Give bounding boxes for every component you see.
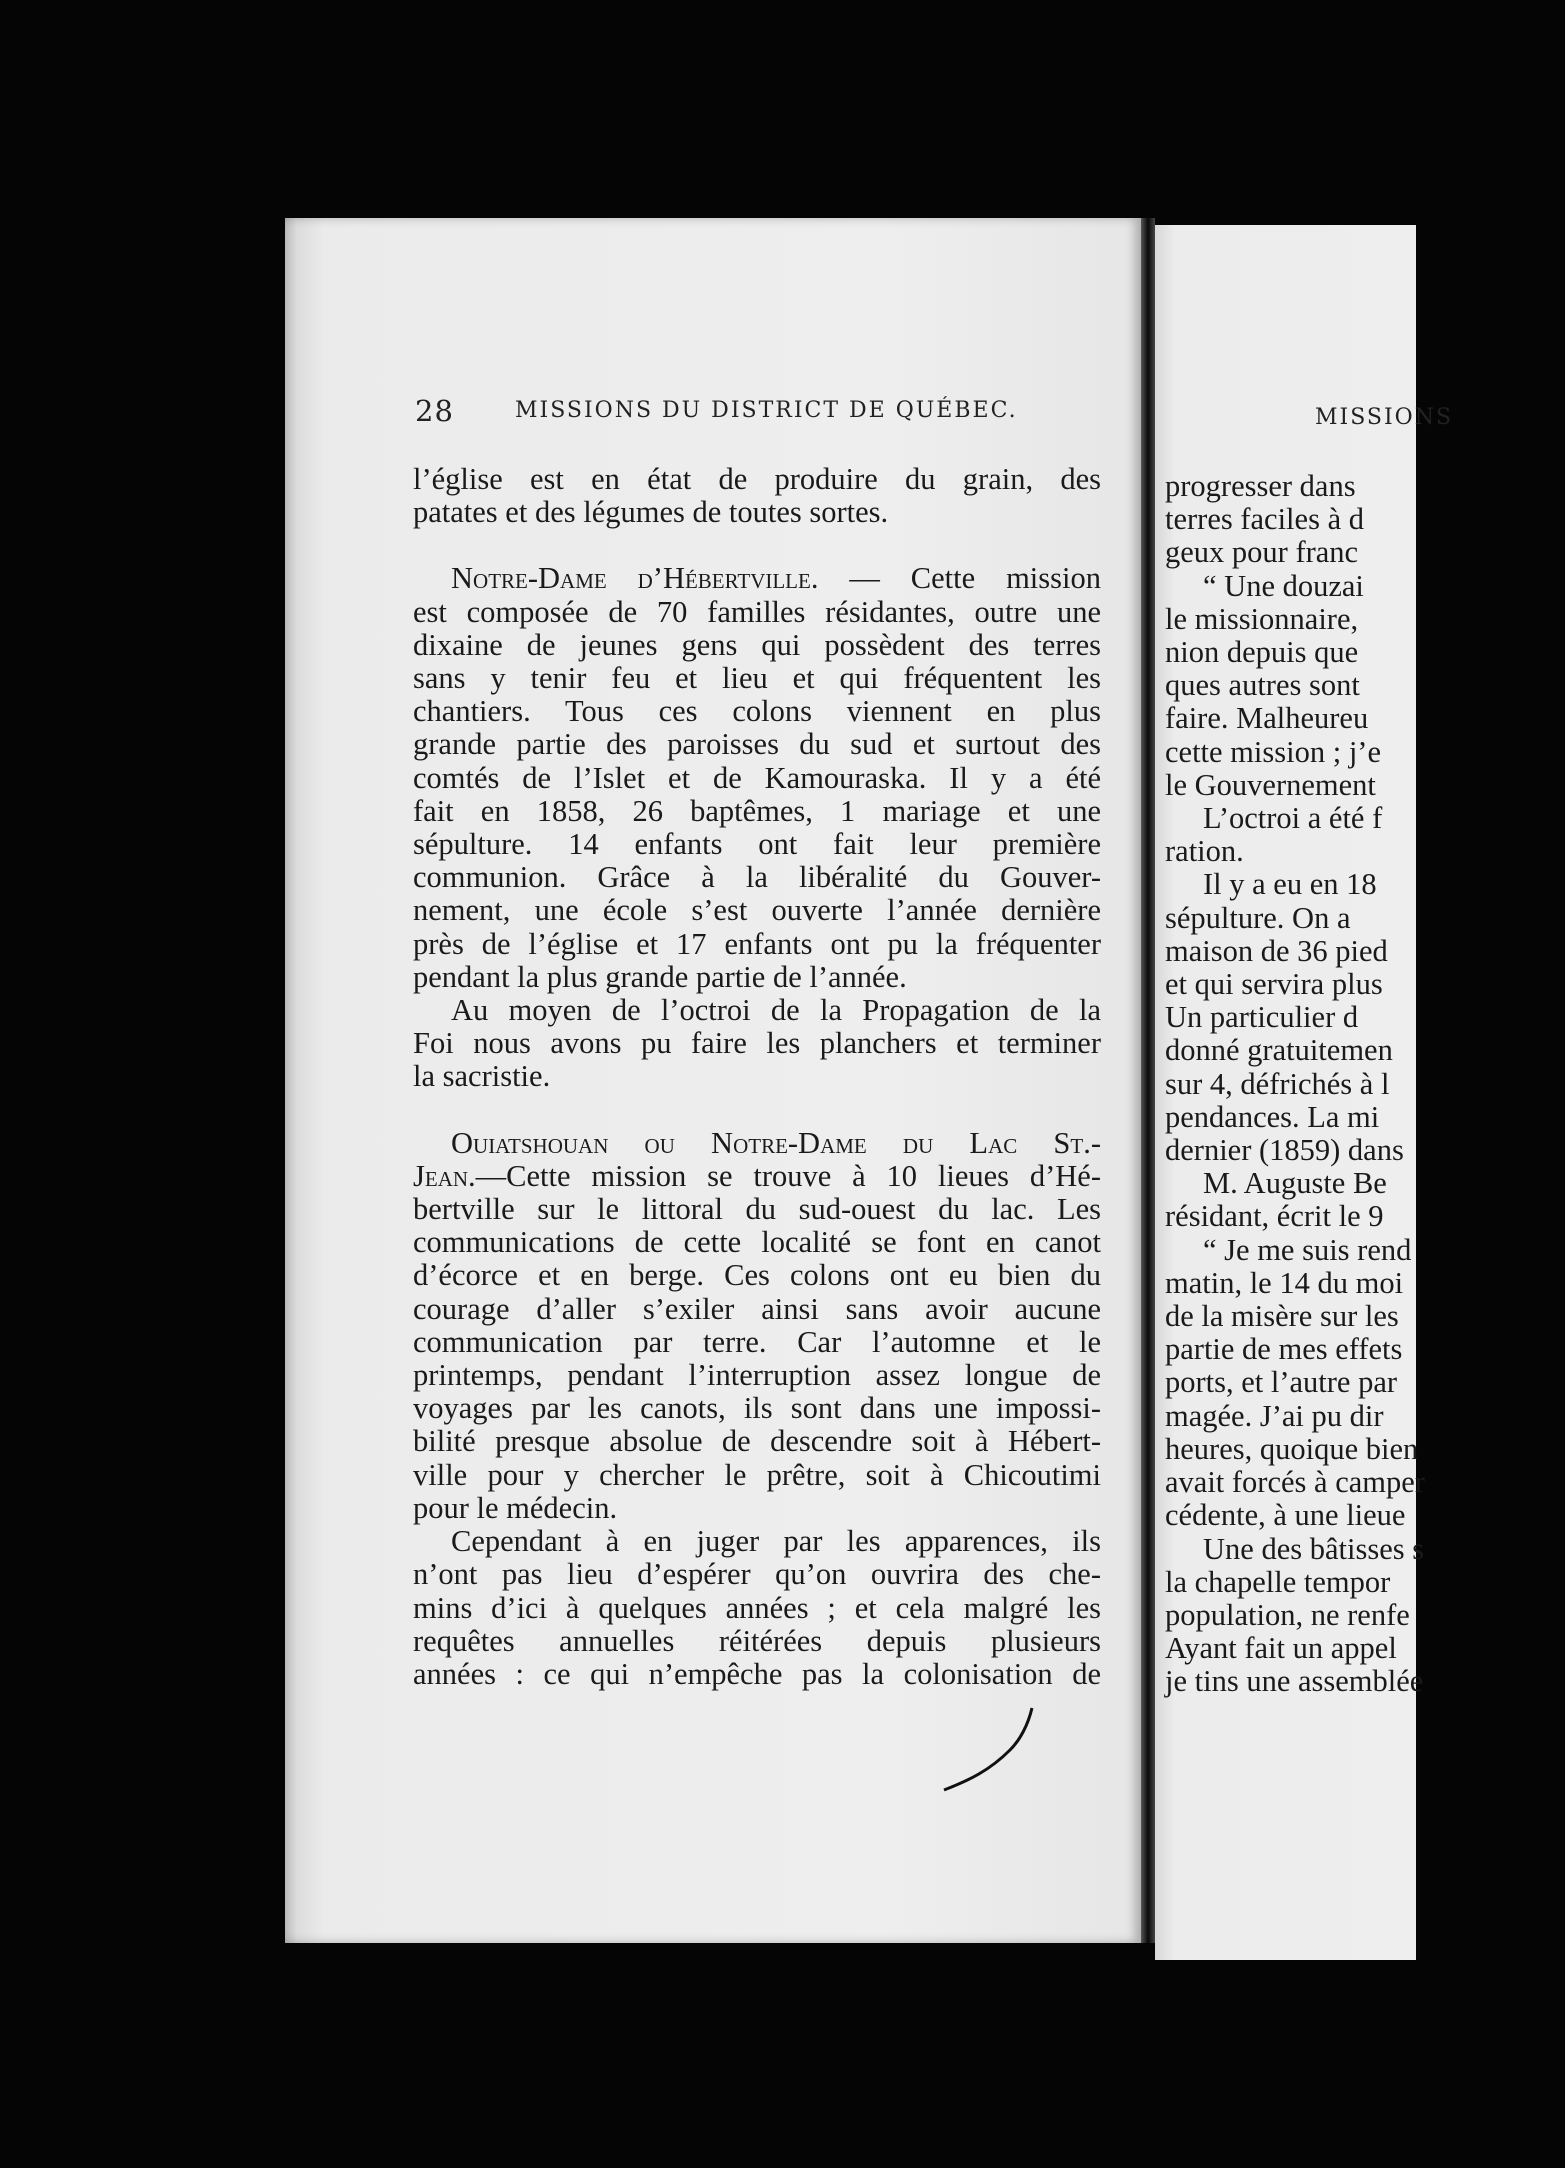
text-line: progresser dans (1165, 469, 1356, 503)
text-line: Un particulier d (1165, 1000, 1359, 1035)
text-line: la chapelle tempor (1165, 1564, 1391, 1599)
line-text: nement, une école s’est ouverte l’année dernière (413, 893, 1101, 928)
text-line (413, 1425, 1101, 1458)
text-line (413, 562, 1101, 595)
text-line (413, 1193, 1101, 1226)
line-text: chantiers. Tous ces colons viennent en plus (413, 694, 1101, 729)
text-line (413, 1027, 1101, 1060)
text-line: partie de mes effets (1165, 1332, 1403, 1367)
left-page (285, 218, 1141, 1943)
text-line: avait forcés à camper (1165, 1465, 1425, 1500)
line-text: communication par terre. Car l’automne et le (413, 1324, 1101, 1359)
text-line (413, 1060, 1101, 1093)
text-line (413, 1658, 1101, 1691)
line-text: — Cette mission (818, 561, 1101, 596)
text-line: Il y a eu en 18 (1203, 867, 1377, 902)
line-text: sans y tenir feu et lieu et qui fréquentent les (413, 661, 1101, 696)
text-line (413, 1558, 1101, 1591)
text-line (413, 1326, 1101, 1359)
section-heading: Notre-Dame d’Hébertville. (451, 561, 819, 596)
text-line (413, 596, 1101, 629)
line-text: bertville sur le littoral du sud-ouest du lac. Les (413, 1192, 1101, 1227)
line-text: pendant la plus grande partie de l’année. (413, 959, 907, 994)
text-line: “ Je me suis rend (1203, 1232, 1412, 1267)
text-line (413, 496, 1101, 529)
text-line: sépulture. On a (1165, 900, 1351, 935)
line-text: printemps, pendant l’interruption assez longue de (413, 1358, 1101, 1393)
text-line: matin, le 14 du moi (1165, 1265, 1404, 1300)
text-line (413, 1392, 1101, 1425)
book-gutter (1141, 218, 1155, 1943)
line-text: communications de cette localité se font en canot (413, 1225, 1101, 1260)
text-line (413, 994, 1101, 1027)
text-line: ques autres sont (1165, 668, 1360, 703)
text-line: heures, quoique bien (1165, 1431, 1419, 1466)
line-text: mins d’ici à quelques années ; et cela malgré les (413, 1590, 1101, 1625)
line-text: grande partie des paroisses du sud et surtout des (413, 727, 1101, 762)
text-line (413, 1293, 1101, 1326)
text-line: “ Une douzai (1203, 568, 1364, 603)
line-text: Foi nous avons pu faire les planchers et terminer (413, 1026, 1101, 1061)
line-text: —Cette mission se trouve à 10 lieues d’Hé- (475, 1158, 1101, 1193)
line-text: Au moyen de l’octroi de la Propagation de la (451, 993, 1101, 1028)
text-line: L’octroi a été f (1203, 801, 1383, 836)
running-title: MISSIONS DU DISTRICT DE QUÉBEC. (515, 398, 1018, 423)
text-line (413, 1160, 1101, 1193)
right-running-title: MISSIONS (1315, 405, 1454, 430)
line-text: sépulture. 14 enfants ont fait leur première (413, 827, 1101, 862)
body-text (413, 463, 1101, 1691)
text-line (413, 1459, 1101, 1492)
line-text: fait en 1858, 26 baptêmes, 1 mariage et une (413, 793, 1101, 828)
text-line (413, 728, 1101, 761)
line-text: patates et des légumes de toutes sortes. (413, 495, 889, 530)
text-line (413, 1592, 1101, 1625)
line-text: ville pour y chercher le prêtre, soit à Chicoutimi (413, 1457, 1101, 1492)
text-line: pendances. La mi (1165, 1099, 1380, 1134)
text-line: le missionnaire, (1165, 601, 1359, 636)
text-line: le Gouvernement (1165, 767, 1376, 802)
text-line (413, 861, 1101, 894)
line-text: comtés de l’Islet et de Kamouraska. Il y a été (413, 760, 1101, 795)
text-line: ports, et l’autre par (1165, 1365, 1398, 1400)
line-text: près de l’église et 17 enfants ont pu la fréquenter (413, 926, 1101, 961)
text-line: geux pour franc (1165, 535, 1359, 570)
text-line: cette mission ; j’e (1165, 734, 1381, 769)
text-line (413, 894, 1101, 927)
pencil-mark (940, 1700, 1060, 1800)
text-line: de la misère sur les (1165, 1299, 1399, 1334)
text-line (413, 1525, 1101, 1558)
text-line (413, 629, 1101, 662)
line-text: n’ont pas lieu d’espérer qu’on ouvrira des che- (413, 1557, 1101, 1592)
line-text: voyages par les canots, ils sont dans une impossi- (413, 1391, 1101, 1426)
text-line: maison de 36 pied (1165, 933, 1388, 968)
text-line (413, 662, 1101, 695)
text-line: faire. Malheureu (1165, 701, 1369, 736)
section-heading: Ouiatshouan ou Notre-Dame du Lac St.- (451, 1125, 1101, 1160)
text-line: résidant, écrit le 9 (1165, 1199, 1384, 1234)
text-line: M. Auguste Be (1203, 1166, 1387, 1201)
text-line (413, 1359, 1101, 1392)
line-text: courage d’aller s’exiler ainsi sans avoir aucune (413, 1291, 1101, 1326)
paragraph-gap (413, 1094, 1101, 1127)
paragraph-gap (413, 529, 1101, 562)
text-line: Ayant fait un appel (1165, 1631, 1397, 1666)
text-line: terres faciles à d (1165, 502, 1364, 537)
line-text: d’écorce et en berge. Ces colons ont eu bien du (413, 1258, 1101, 1293)
line-text: requêtes annuelles réitérées depuis plusieurs (413, 1623, 1101, 1658)
right-page (1155, 225, 1454, 1960)
text-line (413, 1625, 1101, 1658)
text-line (413, 762, 1101, 795)
line-text: bilité presque absolue de descendre soit à Hébert- (413, 1424, 1101, 1459)
text-line (413, 463, 1101, 496)
text-line (413, 1492, 1101, 1525)
right-body-text (1165, 470, 1565, 1699)
line-text: Cependant à en juger par les apparences, ils (451, 1524, 1101, 1559)
text-line: donné gratuitemen (1165, 1033, 1393, 1068)
text-line (413, 928, 1101, 961)
text-line: je tins une assemblée (1165, 1664, 1424, 1699)
text-line (413, 795, 1101, 828)
text-line: Une des bâtisses s (1203, 1531, 1425, 1566)
text-line: ration. (1165, 834, 1244, 869)
line-text: la sacristie. (413, 1059, 551, 1094)
text-line (413, 695, 1101, 728)
text-line: nion depuis que (1165, 635, 1359, 670)
text-line: sur 4, défrichés à l (1165, 1066, 1390, 1101)
text-line (413, 1127, 1101, 1160)
text-line: magée. J’ai pu dir (1165, 1398, 1384, 1433)
line-text: années : ce qui n’empêche pas la colonisation de (413, 1656, 1101, 1691)
line-text: pour le médecin. (413, 1490, 618, 1525)
line-text: dixaine de jeunes gens qui possèdent des terres (413, 627, 1101, 662)
section-heading: Jean. (413, 1158, 476, 1193)
text-line: dernier (1859) dans (1165, 1133, 1404, 1168)
text-line (413, 1226, 1101, 1259)
text-line (413, 961, 1101, 994)
text-line: et qui servira plus (1165, 967, 1383, 1002)
text-line (413, 828, 1101, 861)
text-line (413, 1259, 1101, 1292)
line-text: est composée de 70 familles résidantes, outre une (413, 594, 1101, 629)
line-text: communion. Grâce à la libéralité du Gouver- (413, 860, 1101, 895)
text-line: population, ne renfe (1165, 1597, 1410, 1632)
text-line: cédente, à une lieue (1165, 1498, 1406, 1533)
page-number: 28 (415, 394, 454, 428)
line-text: l’église est en état de produire du grain, des (413, 462, 1101, 496)
